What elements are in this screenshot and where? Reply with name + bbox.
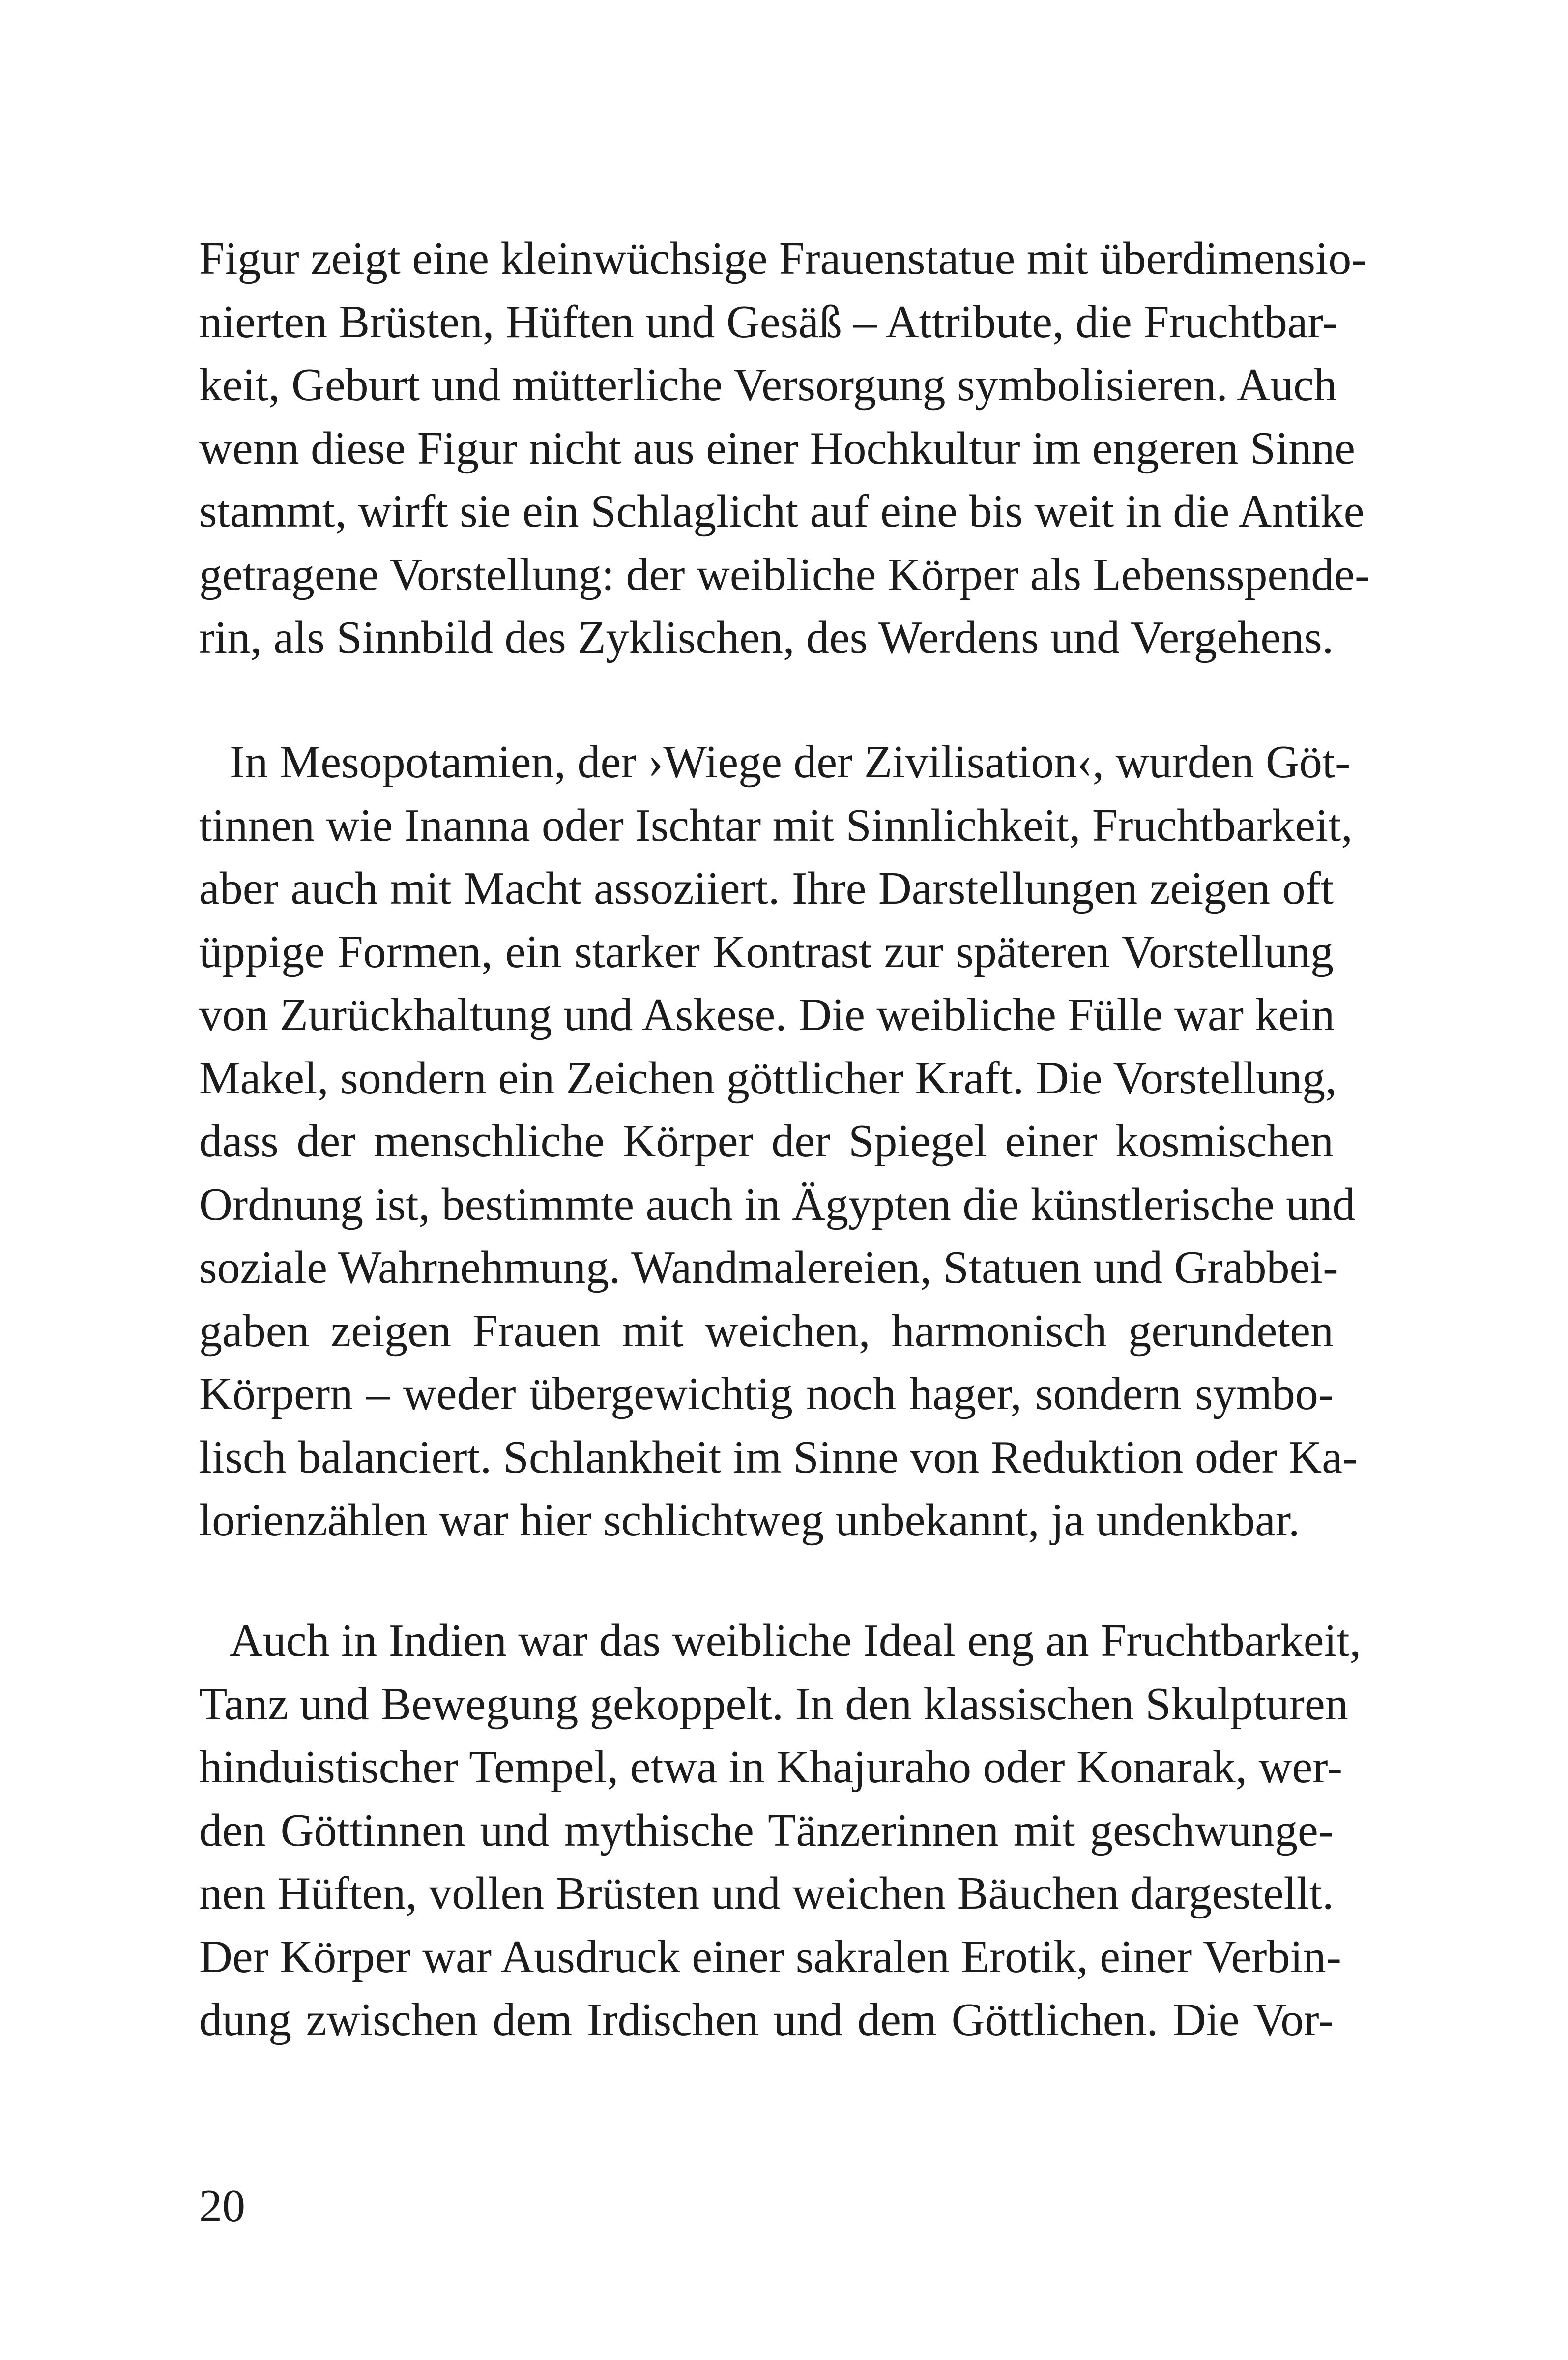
text-line: gaben zeigen Frauen mit weichen, harmonisch gerundeten <box>199 1305 1334 1357</box>
text-line: lisch balanciert. Schlankheit im Sinne von Reduktion oder Ka- <box>199 1431 1358 1483</box>
text-line: rin, als Sinnbild des Zyklischen, des Werdens und Vergehens. <box>199 612 1334 663</box>
text-line: Der Körper war Ausdruck einer sakralen Erotik, einer Verbin- <box>199 1931 1341 1982</box>
text-line: Makel, sondern ein Zeichen göttlicher Kraft. Die Vorstellung, <box>199 1052 1337 1104</box>
paragraph-india <box>199 1609 1362 2052</box>
text-line: lorienzählen war hier schlichtweg unbekannt, ja undenkbar. <box>199 1495 1300 1546</box>
text-line: stammt, wirft sie ein Schlaglicht auf eine bis weit in die Antike <box>199 486 1365 537</box>
text-line: nierten Brüsten, Hüften und Gesäß – Attribute, die Fruchtbar- <box>199 296 1338 348</box>
text-line: In Mesopotamien, der ›Wiege der Zivilisation‹, wurden Göt- <box>230 737 1351 788</box>
text-line: Ordnung ist, bestimmte auch in Ägypten die künstlerische und <box>199 1179 1356 1230</box>
text-line: tinnen wie Inanna oder Ischtar mit Sinnlichkeit, Fruchtbarkeit, <box>199 799 1353 851</box>
paragraph-figure-description <box>199 227 1370 670</box>
text-line: getragene Vorstellung: der weibliche Körper als Lebensspende- <box>199 549 1370 600</box>
text-line: Körpern – weder übergewichtig noch hager, sondern symbo- <box>199 1368 1334 1419</box>
paragraph-mesopotamia <box>199 731 1358 1552</box>
text-line: den Göttinnen und mythische Tänzerinnen mit geschwunge- <box>199 1804 1334 1856</box>
text-line: aber auch mit Macht assoziiert. Ihre Darstellungen zeigen oft <box>199 863 1334 914</box>
text-line: Tanz und Bewegung gekoppelt. In den klassischen Skulpturen <box>199 1678 1348 1730</box>
text-line: nen Hüften, vollen Brüsten und weichen Bäuchen dargestellt. <box>199 1868 1334 1919</box>
text-line: dass der menschliche Körper der Spiegel einer kosmischen <box>199 1116 1334 1167</box>
text-line: hinduistischer Tempel, etwa in Khajuraho oder Konarak, wer- <box>199 1741 1342 1793</box>
text-line: von Zurückhaltung und Askese. Die weibliche Fülle war kein <box>199 989 1335 1040</box>
text-line: wenn diese Figur nicht aus einer Hochkultur im engeren Sinne <box>199 422 1356 474</box>
text-line: soziale Wahrnehmung. Wandmalereien, Statuen und Grabbei- <box>199 1242 1338 1293</box>
text-line: Figur zeigt eine kleinwüchsige Frauenstatue mit überdimensio- <box>199 233 1367 284</box>
text-line: dung zwischen dem Irdischen und dem Göttlichen. Die Vor- <box>199 1994 1334 2045</box>
text-line: Auch in Indien war das weibliche Ideal eng an Fruchtbarkeit, <box>230 1615 1362 1666</box>
text-line: keit, Geburt und mütterliche Versorgung symbolisieren. Auch <box>199 359 1337 411</box>
text-line: üppige Formen, ein starker Kontrast zur späteren Vorstellung <box>199 926 1334 977</box>
page-number: 20 <box>199 2181 245 2232</box>
